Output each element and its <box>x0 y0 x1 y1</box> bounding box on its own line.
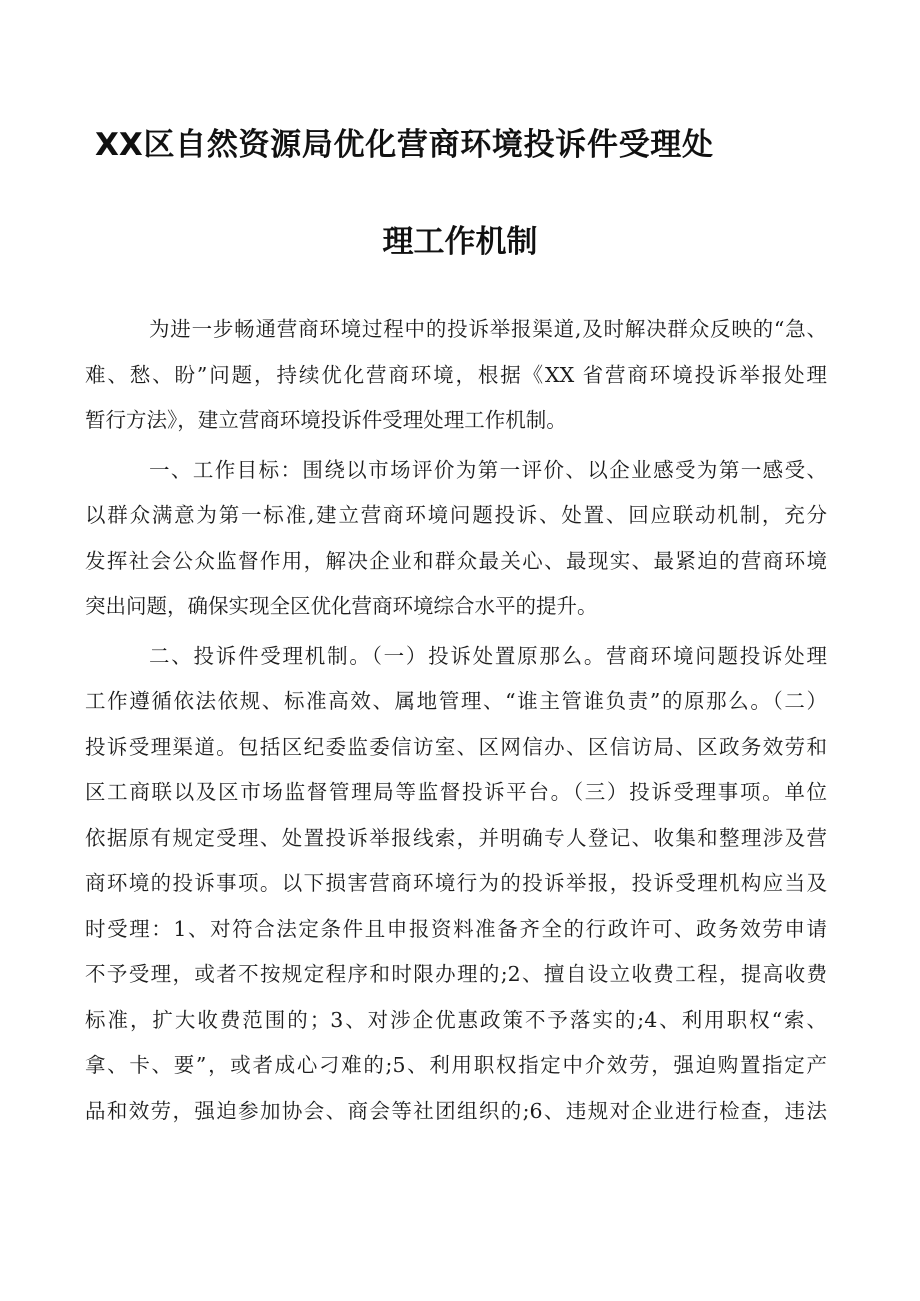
paragraph-line: 投诉受理渠道。包括区纪委监委信访室、区网信办、区信访局、区政务效劳和 <box>85 734 827 759</box>
paragraph-line: 时受理：1、对符合法定条件且申报资料准备齐全的行政许可、政务效劳申请 <box>85 916 827 941</box>
paragraph-line: 商环境的投诉事项。以下损害营商环境行为的投诉举报，投诉受理机构应当及 <box>85 871 827 895</box>
paragraph-line: 二、投诉件受理机制。（一）投诉处置原那么。营商环境问题投诉处理 <box>149 643 827 668</box>
paragraph-line: 难、愁、盼”问题，持续优化营商环境，根据《XX 省营商环境投诉举报处理 <box>85 362 827 387</box>
paragraph-line: 发挥社会公众监督作用，解决企业和群众最关心、最现实、最紧迫的营商环境 <box>85 548 827 573</box>
paragraph-line: 不予受理，或者不按规定程序和时限办理的;2、擅自设立收费工程，提高收费 <box>85 962 827 986</box>
paragraph-line: 标准，扩大收费范围的；3、对涉企优惠政策不予落实的;4、利用职权“索、 <box>85 1007 827 1032</box>
document-body <box>85 307 827 1138</box>
paragraph-line: 以群众满意为第一标准,建立营商环境问题投诉、处置、回应联动机制，充分 <box>85 503 827 527</box>
paragraph-line: 一、工作目标：围绕以市场评价为第一评价、以企业感受为第一感受、 <box>149 457 827 482</box>
paragraph-line: 依据原有规定受理、处置投诉举报线索，并明确专人登记、收集和整理涉及营 <box>85 825 827 850</box>
paragraph-line: 为进一步畅通营商环境过程中的投诉举报渠道,及时解决群众反映的“急、 <box>149 317 827 341</box>
paragraph-line: 工作遵循依法依规、标准高效、属地管理、“谁主管谁负责”的原那么。（二） <box>85 689 827 713</box>
paragraph-work-goal <box>85 448 827 630</box>
paragraph-line: 拿、卡、要”，或者成心刁难的;5、利用职权指定中介效劳，强迫购置指定产 <box>85 1053 827 1077</box>
paragraph-intro <box>85 307 827 444</box>
document-title-line-1: XX区自然资源局优化营商环境投诉件受理处 <box>95 127 713 163</box>
paragraph-line: 暂行方法》，建立营商环境投诉件受理处理工作机制。 <box>85 408 567 432</box>
document-title-line-2: 理工作机制 <box>382 224 538 260</box>
paragraph-line: 区工商联以及区市场监督管理局等监督投诉平台。（三）投诉受理事项。单位 <box>85 780 827 804</box>
paragraph-line: 品和效劳，强迫参加协会、商会等社团组织的;6、违规对企业进行检查，违法 <box>85 1098 827 1123</box>
paragraph-complaint-mechanism <box>85 634 827 1135</box>
paragraph-line: 突出问题，确保实现全区优化营商环境综合水平的提升。 <box>85 594 598 618</box>
